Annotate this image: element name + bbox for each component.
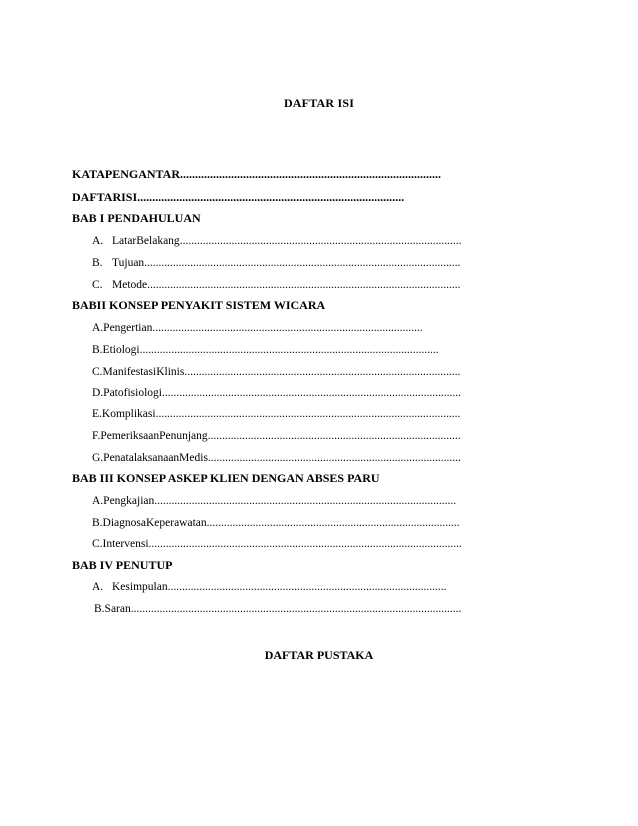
leader-dots: .......................................................................................................... [155,408,461,420]
toc-entry-kata-pengantar [72,166,441,182]
toc-entry-metode [92,277,461,293]
leader-dots: ............................................................................................................. [147,279,461,291]
toc-entry-intervensi [92,536,462,552]
leader-dots: ......................................................................................... [137,190,405,204]
toc-entry-kesimpulan [92,579,446,595]
toc-entry-diagnosa-keperawatan [92,515,460,531]
toc-entry-patofisiologi [92,385,461,401]
toc-entry-komplikasi [92,406,460,422]
leader-dots: .............................................................................................. [152,322,423,334]
leader-dots: ............................................................................................................. [148,538,462,550]
leader-dots: ........................................................................................ [206,517,460,529]
toc-entry-pengkajian [92,493,456,509]
entry-text: A.Pengkajian [92,495,155,507]
list-marker: B. [92,257,103,269]
toc-chapter-4 [72,557,172,573]
entry-text: BAB I PENDAHULUAN [72,211,201,225]
toc-entry-saran [94,601,461,617]
entry-text: Kesimpulan [112,581,168,593]
toc-entry-latar-belakang [92,233,461,249]
entry-text: DAFTARISI [72,190,138,204]
entry-text: A.Pengertian [92,322,153,334]
entry-text: BABII KONSEP PENYAKIT SISTEM WICARA [72,298,326,312]
toc-entry-pengertian [92,320,423,336]
toc-entry-daftar-isi [72,189,404,205]
entry-text: C.ManifestasiKlinis [92,366,185,378]
leader-dots: .................................................................................................. [179,235,462,247]
leader-dots: ........................................................................................................ [139,344,439,356]
leader-dots: ................................................................................................. [167,581,447,593]
entry-text: BAB III KONSEP ASKEP KLIEN DENGAN ABSES PARU [72,471,380,485]
entry-text: KATAPENGANTAR [72,167,180,181]
toc-chapter-1 [72,210,201,226]
leader-dots: ........................................................................................................ [161,387,461,399]
leader-dots: ....................................................................................... [180,167,441,181]
toc-entry-pemeriksaan-penunjang [92,428,461,444]
entry-text: D.Patofisiologi [92,387,162,399]
toc-chapter-3 [72,470,380,486]
leader-dots: ................................................................................................................... [130,603,462,615]
toc-entry-etiologi [92,342,439,358]
list-marker: C. [92,279,103,291]
leader-dots: .............................................................................................................. [144,257,461,269]
toc-entry-tujuan [92,255,460,271]
list-marker: A. [92,235,104,247]
entry-text: B.Saran [94,603,131,615]
entry-text: B.Etiologi [92,344,140,356]
leader-dots: ......................................................................................................... [154,495,457,507]
list-marker: A. [92,581,104,593]
leader-dots: ................................................................................................ [184,366,461,378]
entry-text: BAB IV PENUTUP [72,558,173,572]
leader-dots: ........................................................................................ [207,452,461,464]
entry-text: Tujuan [112,257,145,269]
entry-text: E.Komplikasi [92,408,156,420]
entry-text: Metode [112,279,148,291]
daftar-pustaka-heading: DAFTAR PUSTAKA [264,648,374,662]
entry-text: C.Intervensi [92,538,149,550]
entry-text: B.DiagnosaKeperawatan [92,517,207,529]
leader-dots: ........................................................................................ [207,430,461,442]
entry-text: G.PenatalaksanaanMedis [92,452,208,464]
toc-entry-manifestasi-klinis [92,364,460,380]
toc-chapter-2 [72,297,325,313]
entry-text: F.PemeriksaanPenunjang [92,430,208,442]
page-title: DAFTAR ISI [283,96,355,110]
entry-text: LatarBelakang [112,235,180,247]
toc-entry-penatalaksanaan-medis [92,450,461,466]
